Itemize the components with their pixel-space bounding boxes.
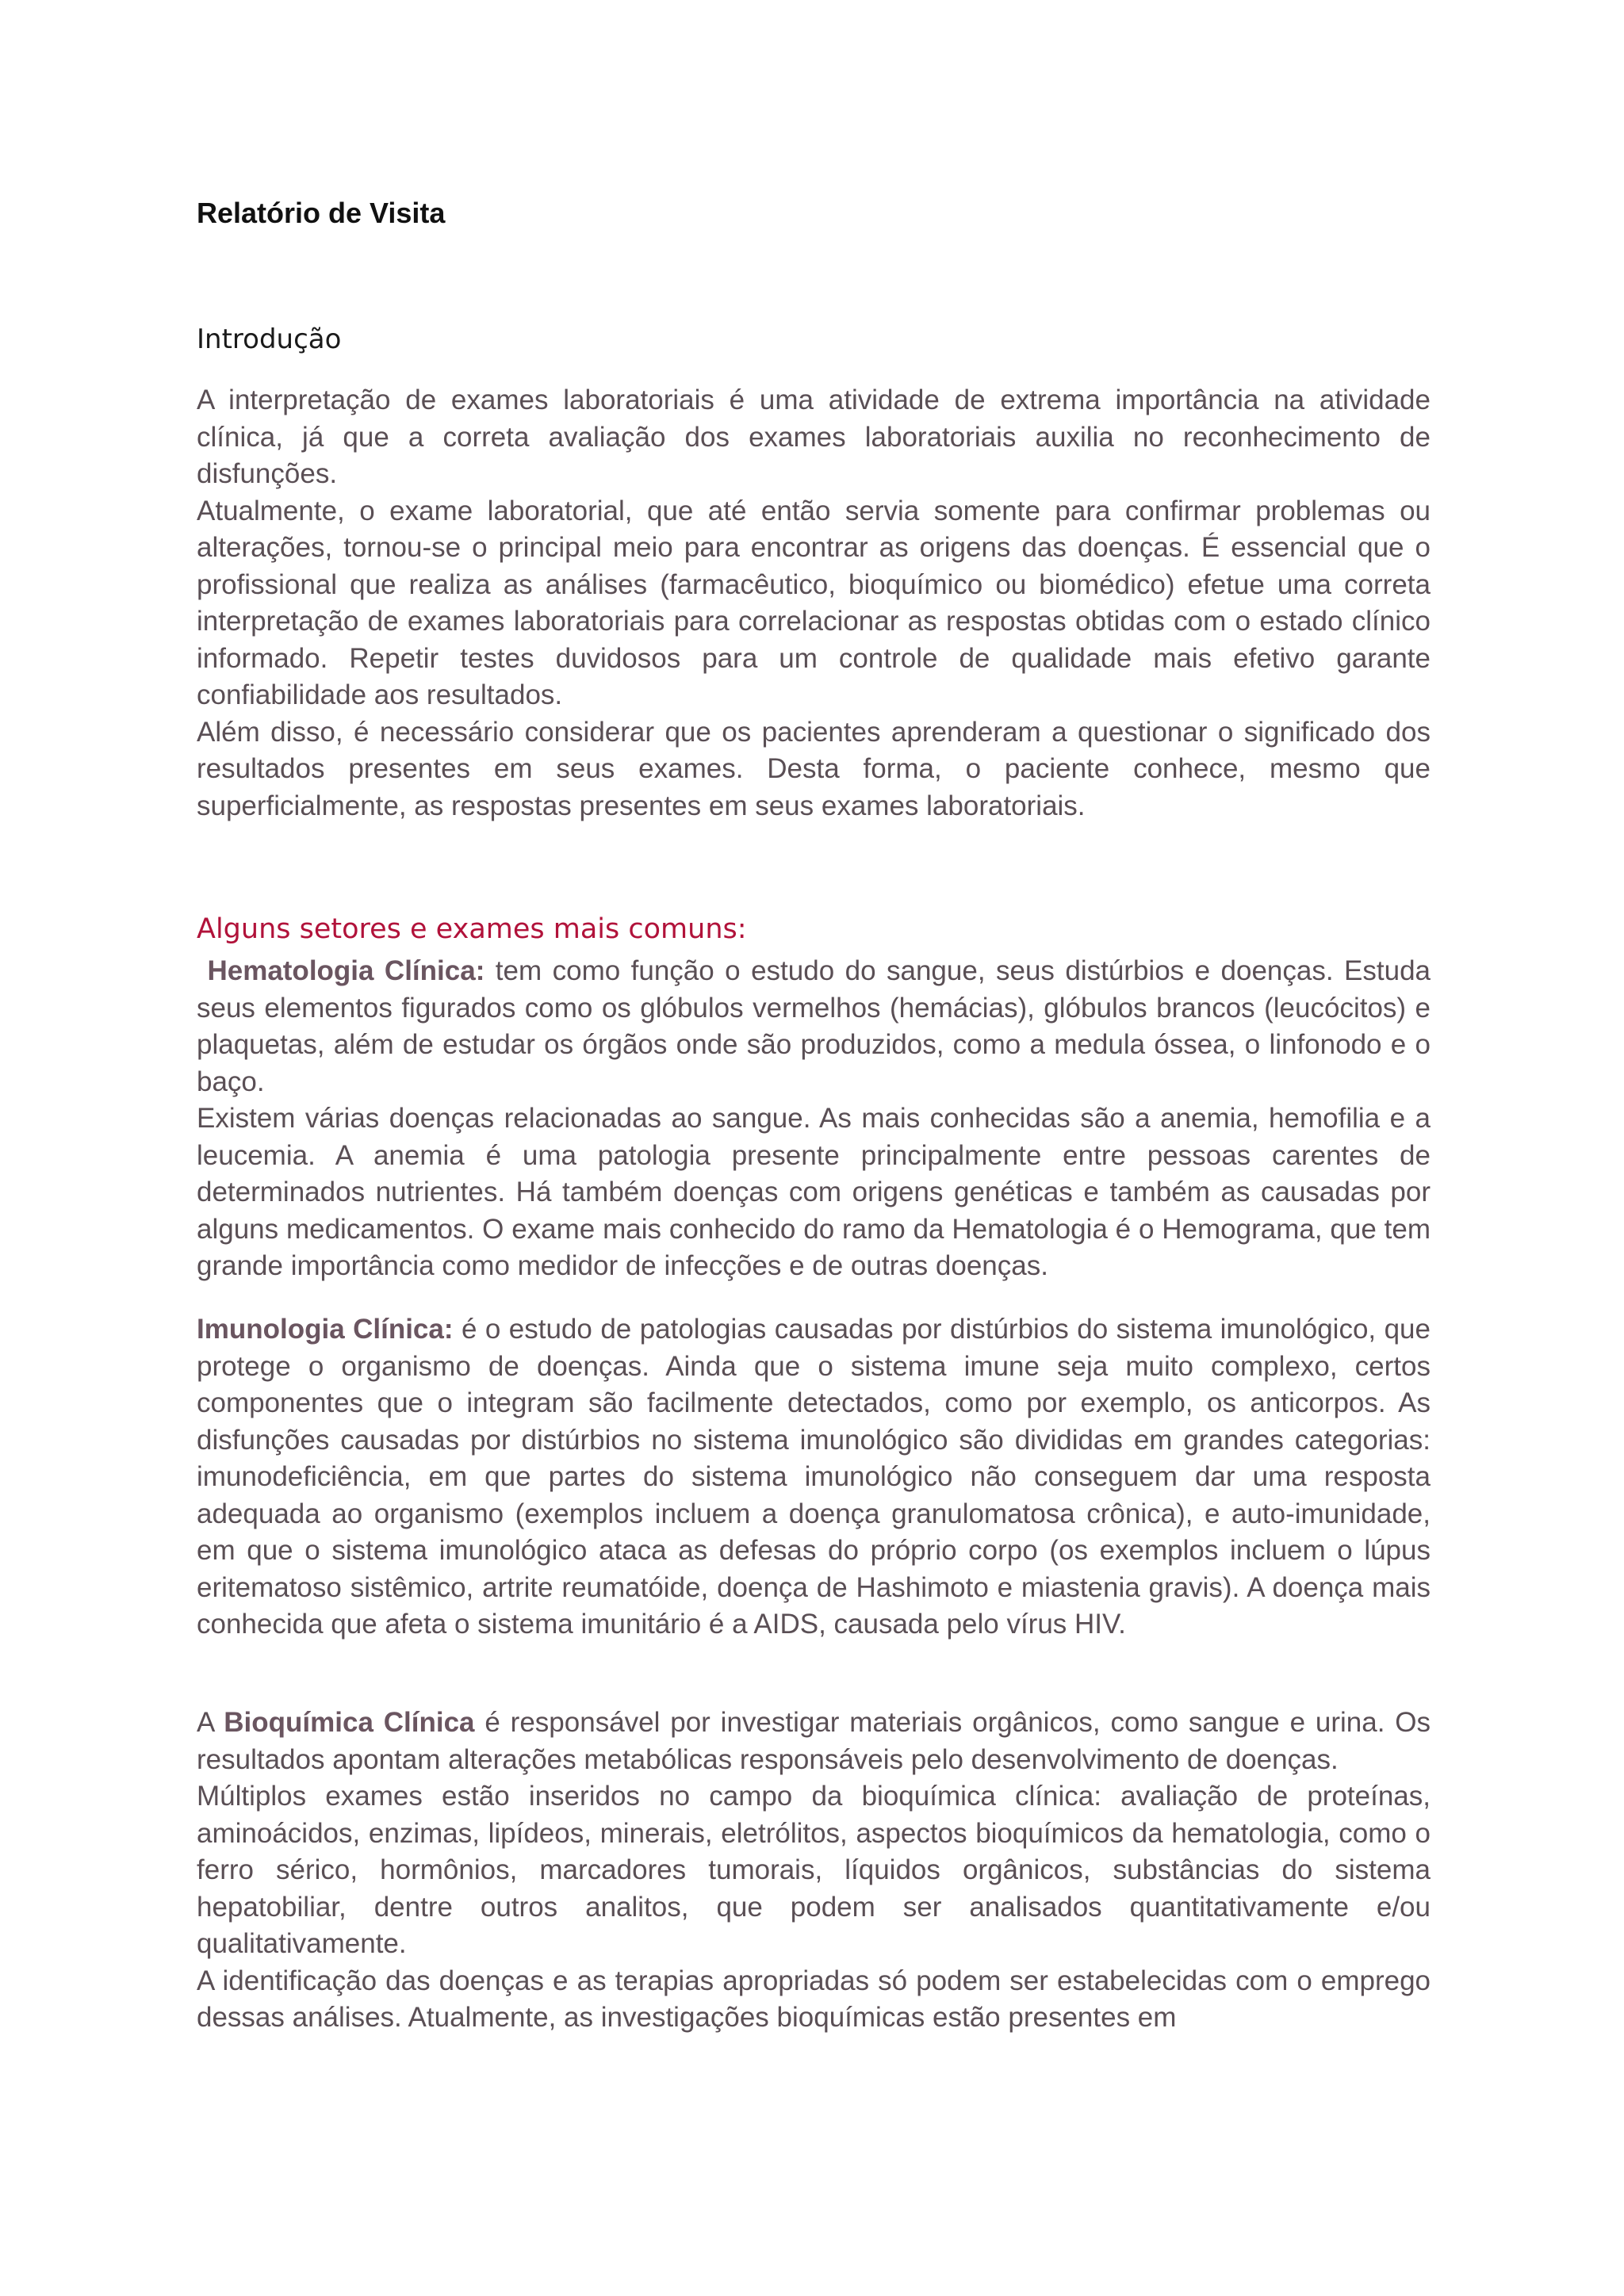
intro-paragraph-3: Além disso, é necessário considerar que os pacientes aprenderam a questionar o significado dos resultados presentes em seus exames. Desta forma, o paciente conhece, mesmo que superficialmente, as respostas presentes em seus exames laboratoriais. (197, 716, 1431, 821)
bioquimica-term: Bioquímica Clínica (224, 1707, 475, 1738)
intro-paragraph-2: Atualmente, o exame laboratorial, que até então servia somente para confirmar problemas ou alterações, tornou-se o principal meio para encontrar as origens das doenças. É essencial que o profissional que realiza as análises (farmacêutico, bioquímico ou biomédico) efetue uma correta interpretação de exames laboratoriais para correlacionar as respostas obtidas com o estado clínico informado. Repetir testes duvidosos para um controle de qualidade mais efetivo garante confiabilidade aos resultados. (197, 495, 1431, 710)
bioquimica-prefix: A (197, 1707, 224, 1738)
bioquimica-conclusion: A identificação das doenças e as terapias apropriadas só podem ser estabelecidas com o emprego dessas análises. Atualmente, as investigações bioquímicas estão presentes em (197, 1965, 1431, 2033)
document-page (197, 0, 1431, 2296)
imunologia-term: Imunologia Clínica: (197, 1314, 454, 1345)
hematologia-diseases: Existem várias doenças relacionadas ao sangue. As mais conhecidas são a anemia, hemofilia e a leucemia. A anemia é uma patologia presente principalmente entre pessoas carentes de determinados nutrientes. Há também doenças com origens genéticas e também as causadas por alguns medicamentos. O exame mais conhecido do ramo da Hematologia é o Hemograma, que tem grande importância como medidor de infecções e de outras doenças. (197, 1103, 1431, 1281)
sectors-heading: Alguns setores e exames mais comuns: (197, 913, 747, 945)
intro-section (197, 382, 1431, 825)
hematologia-term: Hematologia Clínica: (207, 955, 485, 986)
document-title: Relatório de Visita (197, 197, 446, 229)
imunologia-paragraph (197, 1311, 1431, 1644)
bioquimica-section (197, 1705, 1431, 2037)
bioquimica-paragraph (197, 1705, 1431, 1778)
hematologia-lead: tem como função o estudo do sangue, seus distúrbios e doenças. Estuda seus elementos figurados como os glóbulos vermelhos (hemácias), glóbulos brancos (leucócitos) e plaquetas, além de estudar os órgãos onde são produzidos, como a medula óssea, o linfonodo e o baço. (197, 955, 1431, 1097)
hematologia-paragraph (197, 953, 1431, 1100)
bioquimica-text: é responsável por investigar materiais orgânicos, como sangue e urina. Os resultados apontam alterações metabólicas responsáveis pelo desenvolvimento de doenças. (197, 1707, 1431, 1775)
imunologia-text: é o estudo de patologias causadas por distúrbios do sistema imunológico, que protege o organismo de doenças. Ainda que o sistema imune seja muito complexo, certos componentes que o integram são facilmente detectados, como por exemplo, os anticorpos. As disfunções causadas por distúrbios no sistema imunológico são divididas em grandes categorias: imunodeficiência, em que partes do sistema imunológico não conseguem dar uma resposta adequada ao organismo (exemplos incluem a doença granulomatosa crônica), e auto-imunidade, em que o sistema imunológico ataca as defesas do próprio corpo (os exemplos incluem o lúpus eritematoso sistêmico, artrite reumatóide, doença de Hashimoto e miastenia gravis). A doença mais conhecida que afeta o sistema imunitário é a AIDS, causada pelo vírus HIV. (197, 1314, 1431, 1640)
bioquimica-exams: Múltiplos exames estão inseridos no campo da bioquímica clínica: avaliação de proteínas, aminoácidos, enzimas, lipídeos, minerais, eletrólitos, aspectos bioquímicos da hematologia, como o ferro sérico, hormônios, marcadores tumorais, líquidos orgânicos, substâncias do sistema hepatobiliar, dentre outros analitos, que podem ser analisados quantitativamente e/ou qualitativamente. (197, 1781, 1431, 1959)
intro-heading: Introdução (197, 323, 342, 355)
intro-paragraph-1: A interpretação de exames laboratoriais é uma atividade de extrema importância na atividade clínica, já que a correta avaliação dos exames laboratoriais auxilia no reconhecimento de disfunções. (197, 385, 1431, 489)
imunologia-section (197, 1311, 1431, 1644)
hematologia-section (197, 953, 1431, 1285)
